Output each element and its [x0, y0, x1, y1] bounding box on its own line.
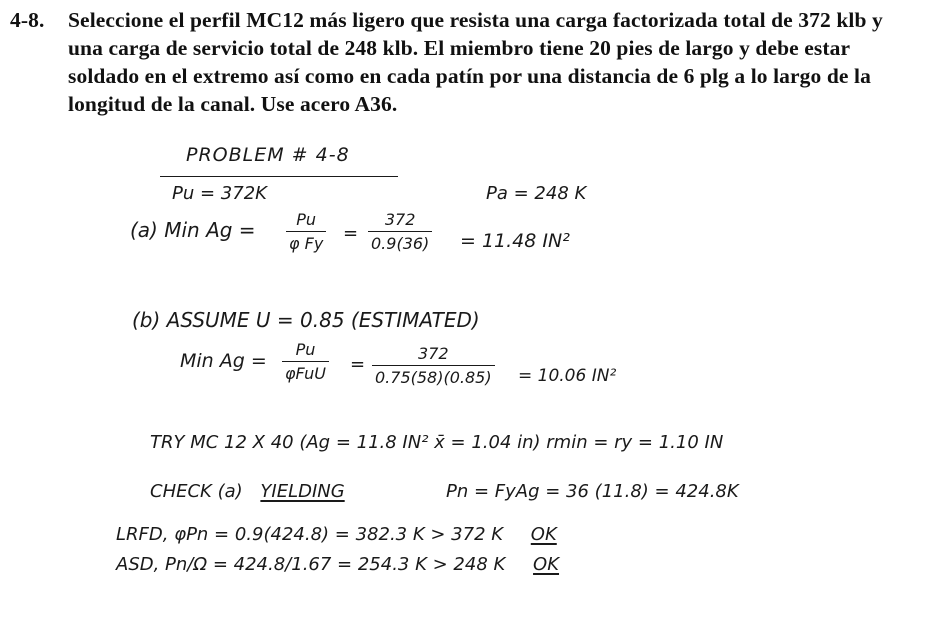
- part-a-frac2-num: 372: [368, 210, 432, 232]
- lrfd-ok: OK: [530, 524, 557, 545]
- part-b-assumption: (b) ASSUME U = 0.85 (ESTIMATED): [132, 308, 480, 332]
- part-b-fraction-2: [372, 344, 495, 387]
- asd-text: ASD, Pn/Ω = 424.8/1.67 = 254.3 K > 248 K: [116, 554, 506, 575]
- check-yielding: YIELDING: [260, 481, 345, 502]
- lrfd-text: LRFD, φPn = 0.9(424.8) = 382.3 K > 372 K: [116, 524, 504, 545]
- trial-section: TRY MC 12 X 40 (Ag = 11.8 IN² x̄ = 1.04 in) rmin = ry = 1.10 IN: [150, 432, 724, 453]
- check-prefix: CHECK (a): [150, 481, 243, 502]
- part-a-equals: =: [343, 223, 359, 244]
- lrfd-check: [116, 524, 557, 545]
- asd-check: [116, 554, 559, 575]
- part-b-fraction-1: [282, 340, 329, 383]
- service-load: Pa = 248 K: [486, 183, 587, 204]
- asd-ok: OK: [533, 554, 560, 575]
- problem-statement: [10, 6, 915, 118]
- check-label: [150, 481, 345, 502]
- check-formula: Pn = FyAg = 36 (11.8) = 424.8K: [446, 481, 739, 502]
- title-underline: [160, 176, 398, 177]
- part-a-label: (a) Min Ag =: [130, 218, 256, 242]
- problem-number: 4-8.: [10, 8, 45, 32]
- part-b-frac2-den: 0.75(58)(0.85): [375, 368, 492, 387]
- part-a-result: = 11.48 IN²: [460, 230, 570, 252]
- solution-title: PROBLEM # 4-8: [186, 144, 350, 166]
- part-b-result: = 10.06 IN²: [518, 366, 617, 386]
- part-b-frac1-num: Pu: [282, 340, 329, 362]
- problem-text: Seleccione el perfil MC12 más ligero que resista una carga factorizada total de 372 klb y una carga de servicio total de 248 klb. El miembro tiene 20 pies de largo y debe estar soldado en el extremo así como en cada patín por una distancia de 6 plg a lo largo de la longitud de la canal. Use acero A36.: [68, 8, 883, 116]
- part-a-frac2-den: 0.9(36): [371, 234, 430, 253]
- factored-load: Pu = 372K: [172, 183, 267, 204]
- part-a-frac1-den: φ Fy: [289, 234, 324, 253]
- part-b-frac1-den: φFuU: [285, 364, 326, 383]
- part-a-frac1-num: Pu: [286, 210, 326, 232]
- part-a-fraction-2: [368, 210, 432, 253]
- part-b-label: Min Ag =: [180, 350, 267, 372]
- part-b-frac2-num: 372: [372, 344, 495, 366]
- part-a-fraction-1: [286, 210, 326, 253]
- part-b-equals: =: [350, 354, 366, 375]
